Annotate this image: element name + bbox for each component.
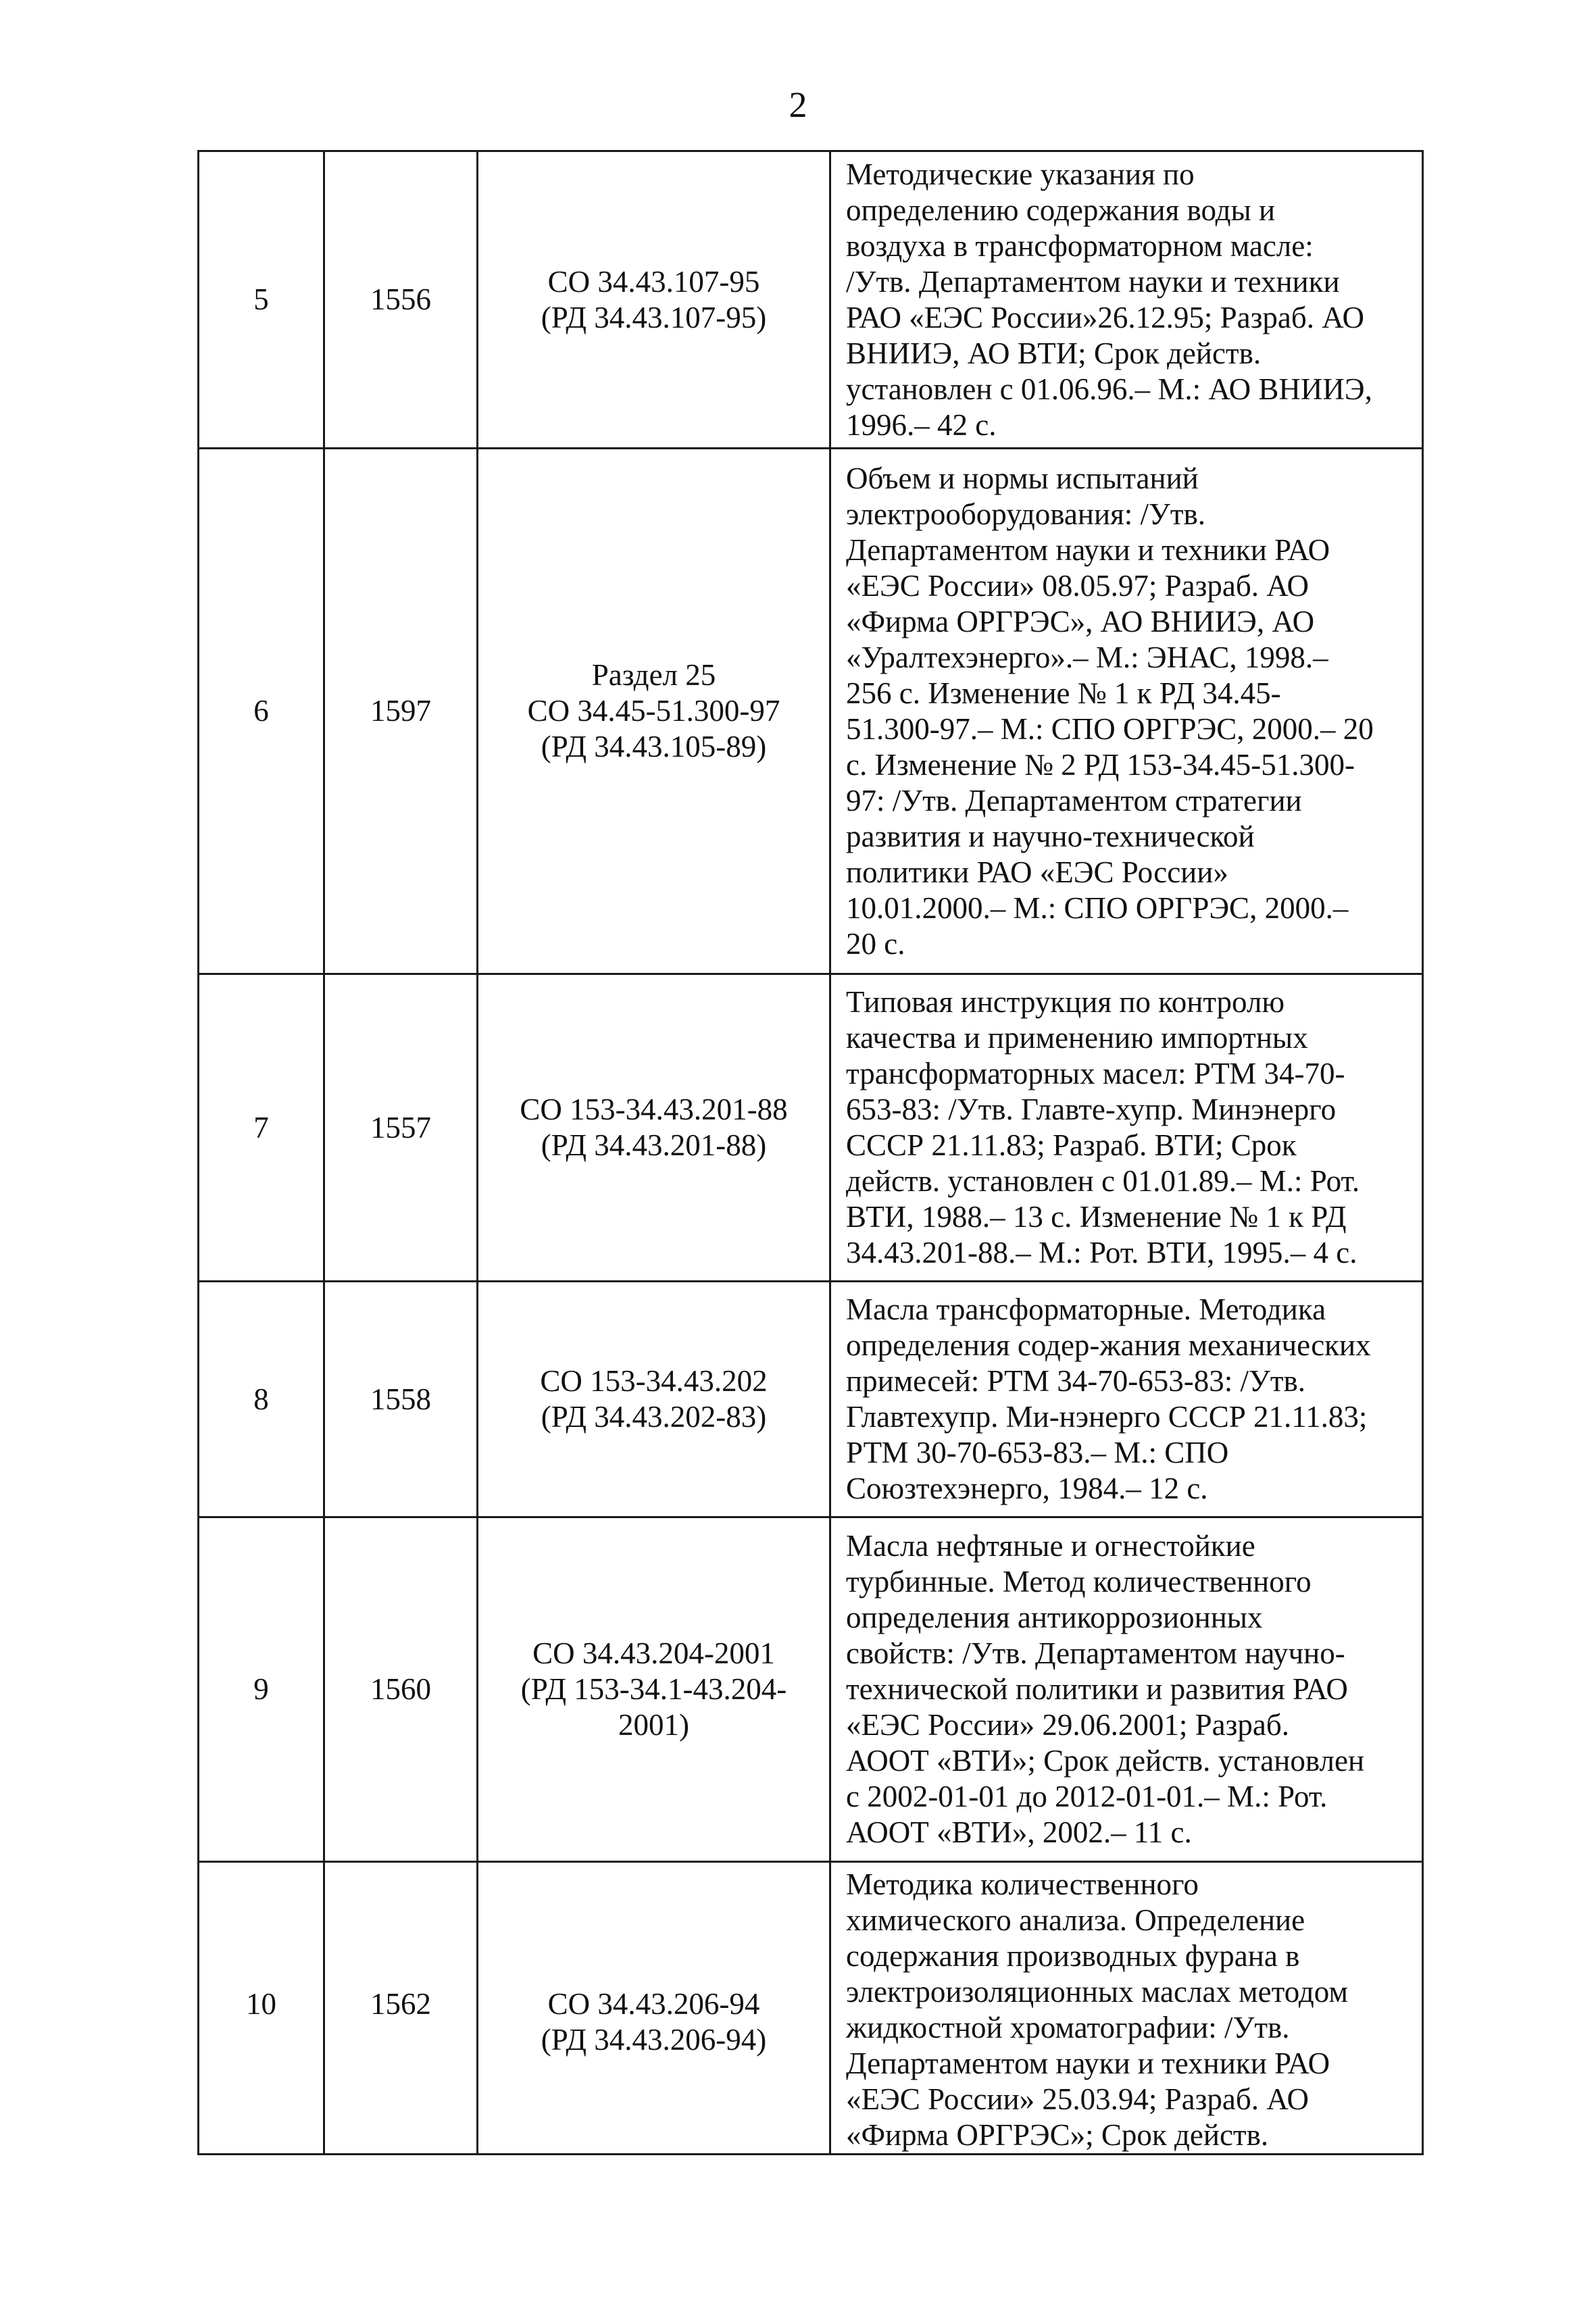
document-code-cell [478, 151, 830, 449]
table-row [199, 1282, 1423, 1517]
description-line: 10.01.2000.– М.: СПО ОРГРЭС, 2000.– [846, 890, 1349, 925]
description-line: жидкостной хроматографии: /Утв. [846, 2011, 1290, 2044]
description-line: ВТИ, 1988.– 13 с. Изменение № 1 к РД [846, 1200, 1347, 1234]
description-line: политики РАО «ЕЭС России» [846, 855, 1228, 889]
registry-number: 1557 [370, 1110, 431, 1145]
document-code-line: СО 34.43.204-2001 [532, 1636, 775, 1670]
description-line: 653-83: /Утв. Главте-хупр. Минэнерго [846, 1092, 1337, 1126]
row-number-cell [199, 449, 324, 974]
registry-number-cell [324, 1517, 478, 1862]
description-line: химического анализа. Определение [846, 1903, 1305, 1937]
document-code-line: (РД 34.43.201-88) [541, 1128, 767, 1162]
description-line: «ЕЭС России» 08.05.97; Разраб. АО [846, 568, 1309, 603]
document-code-line: Раздел 25 [591, 658, 716, 692]
document-code-cell [478, 1517, 830, 1862]
description-line: Департаментом науки и техники РАО [846, 532, 1330, 567]
document-code-cell [478, 1862, 830, 2155]
registry-number-cell [324, 974, 478, 1282]
document-code-line: (РД 153-34.1-43.204- [520, 1672, 787, 1706]
row-number: 6 [253, 694, 269, 728]
description-line: электрооборудования: /Утв. [846, 497, 1206, 531]
description-line: «ЕЭС России» 25.03.94; Разраб. АО [846, 2082, 1309, 2116]
description-line: Масла нефтяные и огнестойкие [846, 1529, 1255, 1563]
document-code-line: СО 153-34.43.202 [540, 1364, 768, 1398]
description-line: РТМ 30-70-653-83.– М.: СПО [846, 1436, 1229, 1469]
description-line: примесей: РТМ 34-70-653-83: /Утв. [846, 1364, 1306, 1398]
description-line: 1996.– 42 с. [846, 407, 997, 442]
document-description-cell [830, 1862, 1423, 2155]
document-code-line: СО 34.45-51.300-97 [527, 694, 780, 728]
description-line: «Фирма ОРГРЭС»; Срок действ. [846, 2118, 1269, 2152]
document-code-line: 2001) [618, 1708, 689, 1742]
document-description-cell [830, 449, 1423, 974]
table-row [199, 1862, 1423, 2155]
description-line: Союзтехэнерго, 1984.– 12 с. [846, 1472, 1208, 1505]
document-code-line: СО 153-34.43.201-88 [520, 1092, 788, 1126]
description-line: Главтехупр. Ми-нэнерго СССР 21.11.83; [846, 1400, 1368, 1434]
description-line: определению содержания воды и [846, 193, 1276, 227]
description-line: развития и научно-технической [846, 819, 1255, 853]
description-line: содержания производных фурана в [846, 1939, 1300, 1973]
description-line: Типовая инструкция по контролю [846, 985, 1285, 1019]
table-row [199, 974, 1423, 1282]
description-line: Методические указания по [846, 157, 1195, 191]
description-line: трансформаторных масел: РТМ 34-70- [846, 1057, 1345, 1090]
description-line: определения содер-жания механических [846, 1328, 1371, 1362]
row-number: 5 [253, 282, 269, 316]
document-description-cell [830, 974, 1423, 1282]
description-line: воздуха в трансформаторном масле: [846, 228, 1314, 263]
document-description-cell [830, 1517, 1423, 1862]
registry-number-cell [324, 449, 478, 974]
row-number-cell [199, 974, 324, 1282]
description-line: «ЕЭС России» 29.06.2001; Разраб. [846, 1708, 1289, 1742]
description-line: с 2002-01-01 до 2012-01-01.– М.: Рот. [846, 1780, 1328, 1813]
row-number: 8 [253, 1382, 269, 1416]
row-number-cell [199, 1282, 324, 1517]
description-line: СССР 21.11.83; Разраб. ВТИ; Срок [846, 1128, 1297, 1162]
registry-number: 1562 [370, 1987, 431, 2021]
document-code-line: (РД 34.43.206-94) [541, 2023, 767, 2057]
description-line: Масла трансформаторные. Методика [846, 1292, 1326, 1326]
description-line: «Уралтехэнерго».– М.: ЭНАС, 1998.– [846, 640, 1328, 674]
description-line: АООТ «ВТИ»; Срок действ. установлен [846, 1744, 1365, 1778]
description-line: «Фирма ОРГРЭС», АО ВНИИЭ, АО [846, 604, 1315, 638]
row-number-cell [199, 151, 324, 449]
registry-number: 1560 [370, 1672, 431, 1706]
document-code-line: СО 34.43.206-94 [547, 1987, 760, 2021]
document-code-cell [478, 449, 830, 974]
document-code-line: СО 34.43.107-95 [547, 264, 760, 299]
registry-number: 1556 [370, 282, 431, 316]
document-code-line: (РД 34.43.107-95) [541, 300, 767, 334]
description-line: Департаментом науки и техники РАО [846, 2046, 1330, 2080]
description-line: АООТ «ВТИ», 2002.– 11 с. [846, 1815, 1192, 1849]
document-code-cell [478, 974, 830, 1282]
description-line: Методика количественного [846, 1867, 1199, 1901]
row-number: 9 [253, 1672, 269, 1706]
description-line: установлен с 01.06.96.– М.: АО ВНИИЭ, [846, 372, 1372, 406]
description-line: 97: /Утв. Департаментом стратегии [846, 783, 1302, 818]
row-number: 10 [246, 1987, 276, 2021]
description-line: действ. установлен с 01.01.89.– М.: Рот. [846, 1164, 1360, 1198]
standards-table [197, 150, 1424, 2155]
description-line: ВНИИЭ, АО ВТИ; Срок действ. [846, 336, 1262, 370]
registry-number: 1558 [370, 1382, 431, 1416]
description-line: Объем и нормы испытаний [846, 461, 1199, 495]
row-number: 7 [253, 1110, 269, 1145]
description-line: свойств: /Утв. Департаментом научно- [846, 1636, 1345, 1670]
table-row [199, 449, 1423, 974]
document-description-cell [830, 151, 1423, 449]
description-line: электроизоляционных маслах методом [846, 1975, 1348, 2009]
registry-number-cell [324, 1282, 478, 1517]
description-line: 20 с. [846, 926, 905, 961]
document-code-line: (РД 34.43.202-83) [541, 1400, 767, 1434]
page-number: 2 [789, 84, 807, 125]
description-line: определения антикоррозионных [846, 1601, 1263, 1634]
document-code-line: (РД 34.43.105-89) [541, 730, 767, 763]
row-number-cell [199, 1517, 324, 1862]
document-description-cell [830, 1282, 1423, 1517]
description-line: 34.43.201-88.– М.: Рот. ВТИ, 1995.– 4 с. [846, 1236, 1357, 1269]
registry-number-cell [324, 151, 478, 449]
description-line: технической политики и развития РАО [846, 1672, 1348, 1706]
registry-number-cell [324, 1862, 478, 2155]
registry-number: 1597 [370, 694, 431, 728]
description-line: 51.300-97.– М.: СПО ОРГРЭС, 2000.– 20 [846, 711, 1374, 746]
description-line: /Утв. Департаментом науки и техники [846, 264, 1340, 299]
document-code-cell [478, 1282, 830, 1517]
description-line: РАО «ЕЭС России»26.12.95; Разраб. АО [846, 300, 1365, 334]
description-line: качества и применению импортных [846, 1021, 1308, 1055]
table-row [199, 1517, 1423, 1862]
description-line: турбинные. Метод количественного [846, 1565, 1312, 1599]
table-row [199, 151, 1423, 449]
description-line: 256 с. Изменение № 1 к РД 34.45- [846, 676, 1281, 710]
row-number-cell [199, 1862, 324, 2155]
description-line: с. Изменение № 2 РД 153-34.45-51.300- [846, 747, 1355, 782]
